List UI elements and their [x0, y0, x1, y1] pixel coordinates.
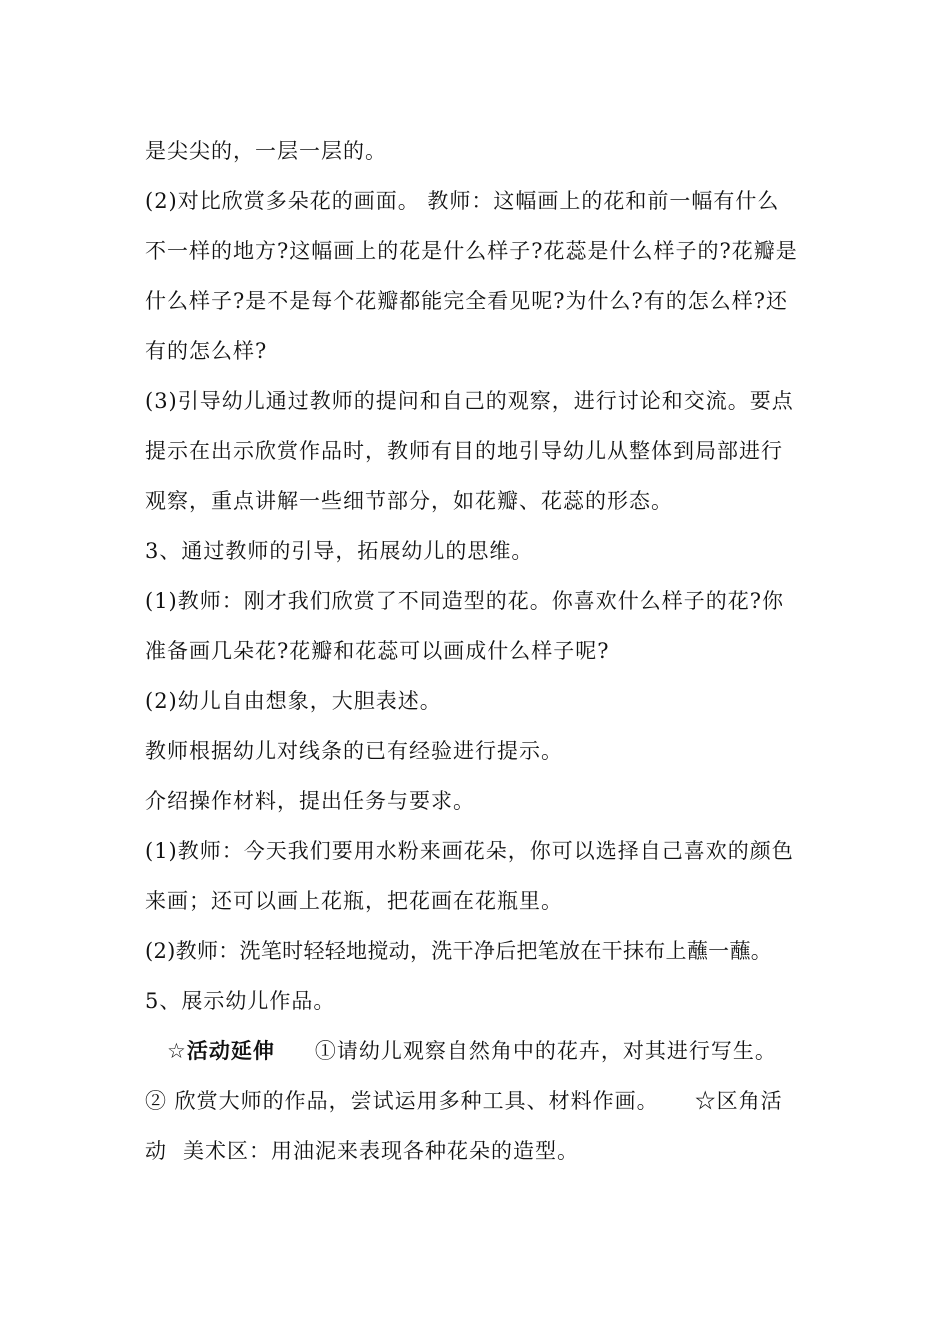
paragraph-line: (2)对比欣赏多朵花的画面。 教师：这幅画上的花和前一幅有什么	[145, 189, 780, 213]
paragraph-line: 教师根据幼儿对线条的已有经验进行提示。	[145, 739, 563, 763]
paragraph-line: (3)引导幼儿通过教师的提问和自己的观察，进行讨论和交流。要点	[145, 389, 794, 413]
extension-item-2: ② 欣赏大师的作品，尝试运用多种工具、材料作画。	[145, 1089, 659, 1113]
paragraph-line: 不一样的地方?这幅画上的花是什么样子?花蕊是什么样子的?花瓣是	[145, 239, 798, 263]
paragraph-line: (1)教师：刚才我们欣赏了不同造型的花。你喜欢什么样子的花?你	[145, 589, 785, 613]
paragraph-line: 提示在出示欣赏作品时，教师有目的地引导幼儿从整体到局部进行	[145, 439, 783, 463]
section-heading: 3、通过教师的引导，拓展幼儿的思维。	[145, 539, 534, 563]
paragraph-line: 来画；还可以画上花瓶，把花画在花瓶里。	[145, 889, 563, 913]
corner-activity-heading-end: 动	[145, 1139, 167, 1163]
document-body	[145, 126, 815, 1176]
paragraph-line: 观察，重点讲解一些细节部分，如花瓣、花蕊的形态。	[145, 489, 673, 513]
corner-activity-text: 美术区：用油泥来表现各种花朵的造型。	[183, 1139, 579, 1163]
extension-line	[145, 1026, 815, 1076]
corner-activity-heading: ☆区角活	[694, 1089, 783, 1113]
paragraph-line: (1)教师：今天我们要用水粉来画花朵，你可以选择自己喜欢的颜色	[145, 839, 794, 863]
extension-heading: ☆活动延伸	[167, 1039, 275, 1063]
extension-line	[145, 1126, 815, 1176]
extension-item-1: ①请幼儿观察自然角中的花卉，对其进行写生。	[314, 1039, 777, 1063]
paragraph-line: (2)教师：洗笔时轻轻地搅动，洗干净后把笔放在干抹布上蘸一蘸。	[145, 939, 773, 963]
paragraph-line: 准备画几朵花?花瓣和花蕊可以画成什么样子呢?	[145, 639, 610, 663]
paragraph-line: 介绍操作材料，提出任务与要求。	[145, 789, 475, 813]
paragraph-line: 有的怎么样?	[145, 339, 268, 363]
paragraph-line: 什么样子?是不是每个花瓣都能完全看见呢?为什么?有的怎么样?还	[145, 289, 789, 313]
extension-line	[145, 1076, 815, 1126]
section-heading: 5、展示幼儿作品。	[145, 989, 336, 1013]
paragraph-line: 是尖尖的，一层一层的。	[145, 139, 387, 163]
paragraph-line: (2)幼儿自由想象，大胆表述。	[145, 689, 442, 713]
